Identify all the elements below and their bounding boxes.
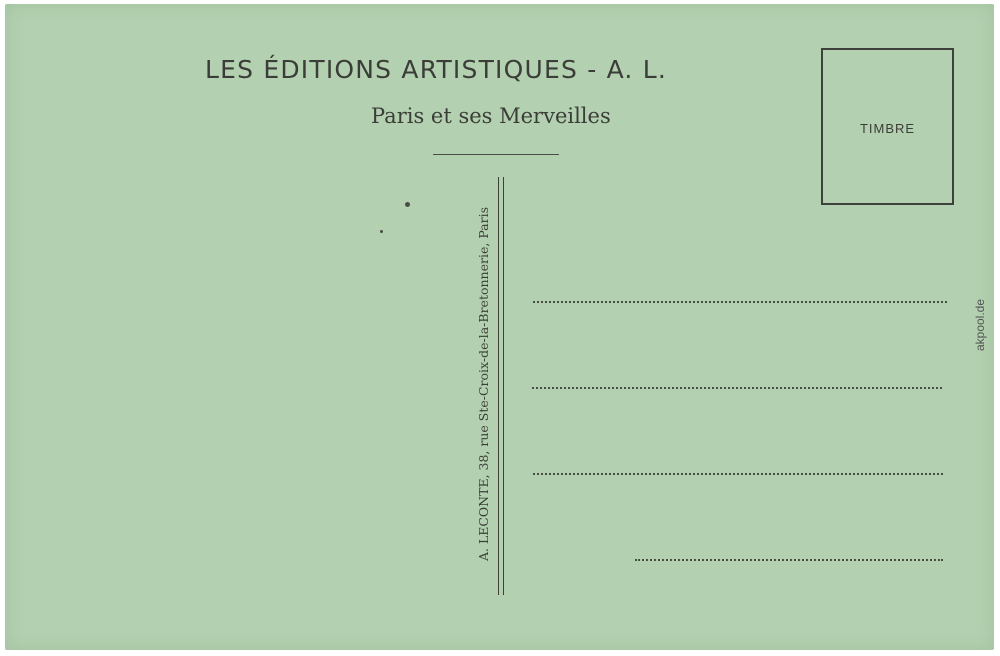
center-divider-line bbox=[503, 177, 504, 595]
title-underline bbox=[433, 154, 559, 155]
watermark-text: akpool.de bbox=[973, 298, 987, 352]
printer-imprint: A. LECONTE, 38, rue Ste-Croix-de-la-Bretonnerie, Paris bbox=[476, 206, 491, 562]
stamp-label: TIMBRE bbox=[859, 121, 916, 136]
address-line bbox=[532, 387, 942, 389]
address-line bbox=[533, 301, 947, 303]
series-subtitle: Paris et ses Merveilles bbox=[371, 104, 611, 128]
address-line bbox=[533, 473, 943, 475]
postcard-back bbox=[5, 4, 994, 650]
stamp-placeholder-box bbox=[821, 48, 954, 205]
address-line bbox=[635, 559, 943, 561]
paper-speck bbox=[380, 230, 383, 233]
paper-speck bbox=[405, 202, 410, 207]
center-divider-line bbox=[498, 177, 499, 595]
publisher-title: LES ÉDITIONS ARTISTIQUES - A. L. bbox=[205, 55, 667, 84]
